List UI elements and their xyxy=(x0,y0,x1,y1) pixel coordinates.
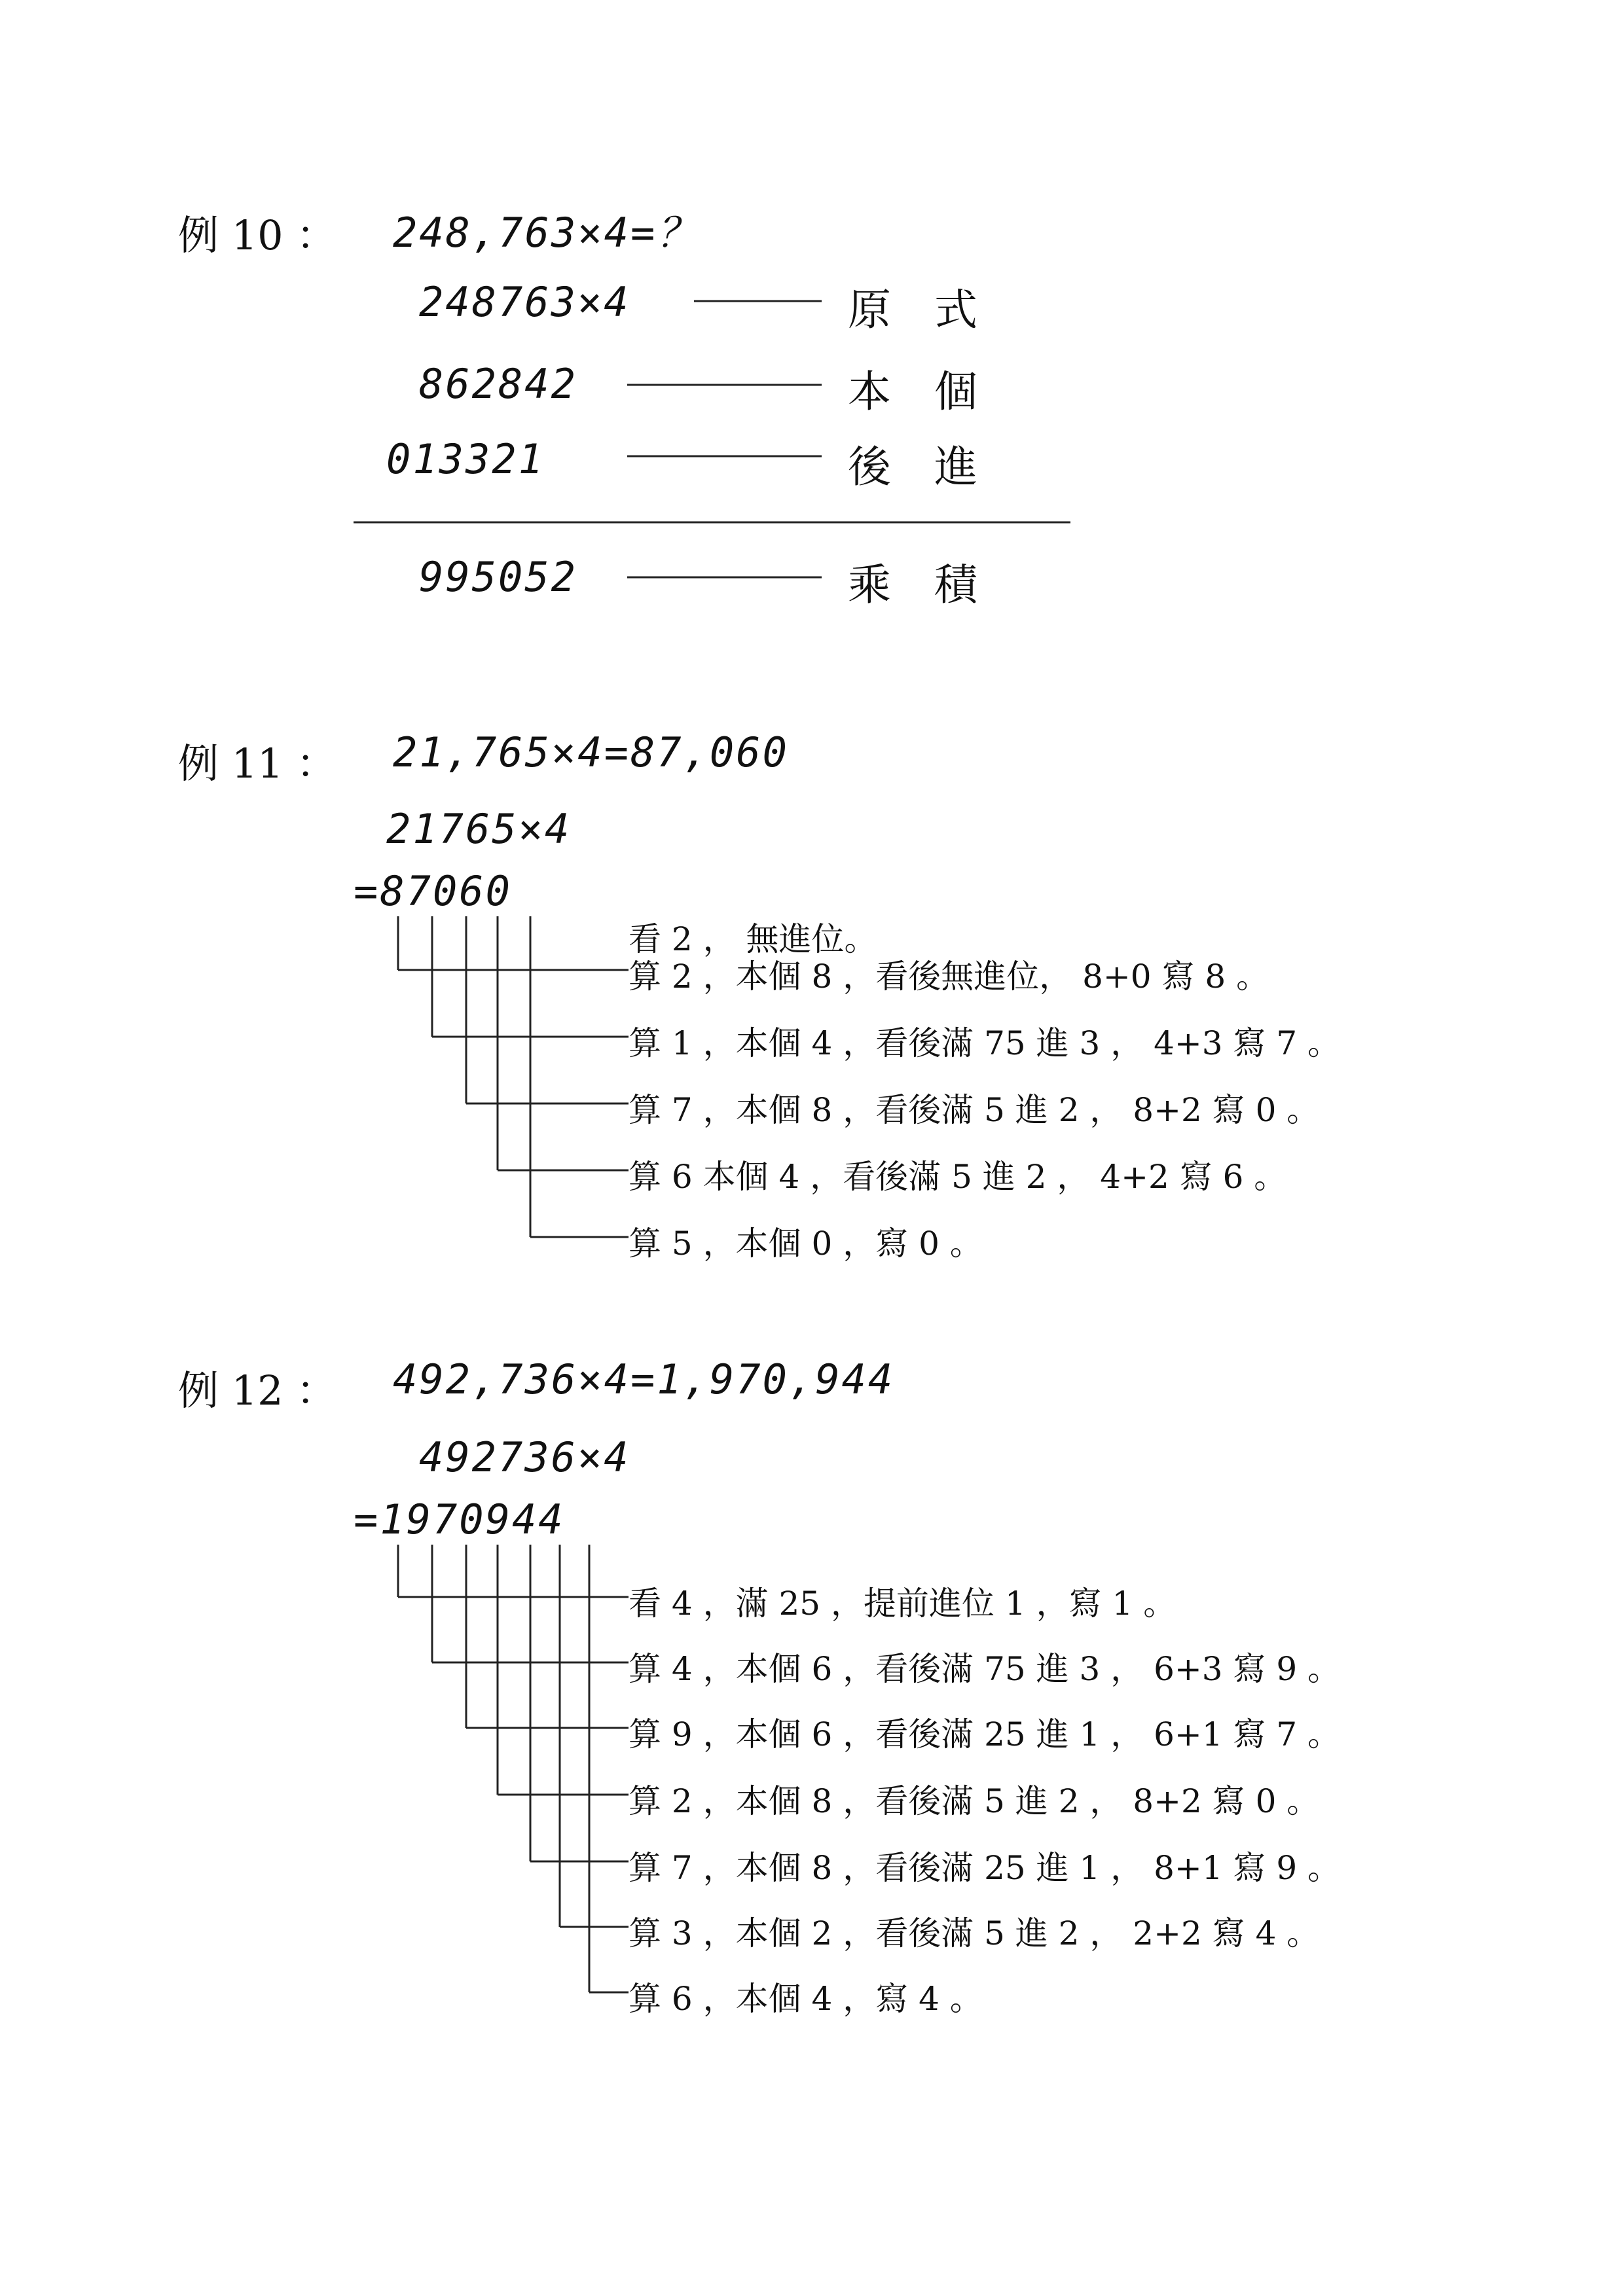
ex11-result: =87060 xyxy=(354,867,512,915)
ex10-product-label: 乘 積 xyxy=(848,560,977,610)
ex12-note: 算 4 ，本個 6 ，看後滿 75 進 3 ， 6+3 寫 9 。 xyxy=(629,1650,1341,1688)
ex11-note: 算 2 ，本個 8 ，看後無進位， 8+0 寫 8 。 xyxy=(629,958,1269,996)
ex10-carry-label: 後 進 xyxy=(848,442,977,492)
ex11-note: 算 7 ，本個 8 ，看後滿 5 進 2 ， 8+2 寫 0 。 xyxy=(629,1091,1320,1129)
ex12-equation: 492,736×4=1,970,944 xyxy=(393,1355,895,1403)
ex12-expression: 492736×4 xyxy=(419,1433,630,1481)
ex12-result: =1970944 xyxy=(354,1496,565,1543)
ex12-note: 看 4 ，滿 25 ，提前進位 1 ，寫 1 。 xyxy=(629,1585,1176,1623)
ex11-note: 看 2 ， 無進位。 xyxy=(629,920,877,958)
ex12-title: 例 12 ： xyxy=(178,1367,337,1414)
ex12-note: 算 9 ，本個 6 ，看後滿 25 進 1 ， 6+1 寫 7 。 xyxy=(629,1715,1341,1753)
ex10-original-label: 原 式 xyxy=(848,285,977,335)
ex10-product-value: 995052 xyxy=(419,553,577,601)
ex10-original-value: 248763×4 xyxy=(419,278,630,326)
ex11-note: 算 1 ，本個 4 ，看後滿 75 進 3 ， 4+3 寫 7 。 xyxy=(629,1024,1341,1062)
ex11-note: 算 5 ，本個 0 ，寫 0 。 xyxy=(629,1225,983,1263)
ex10-carry-value: 013321 xyxy=(386,435,545,483)
ex12-note: 算 7 ，本個 8 ，看後滿 25 進 1 ， 8+1 寫 9 。 xyxy=(629,1849,1341,1887)
ex11-tree xyxy=(398,916,629,1237)
ex11-expression: 21765×4 xyxy=(386,805,572,853)
ex12-tree xyxy=(398,1545,629,1992)
ex11-equation: 21,765×4=87,060 xyxy=(393,728,789,776)
ex12-note: 算 6 ，本個 4 ，寫 4 。 xyxy=(629,1980,983,2018)
ex11-note: 算 6 本個 4 ，看後滿 5 進 2 ， 4+2 寫 6 。 xyxy=(629,1158,1287,1196)
ex11-title: 例 11 ： xyxy=(178,740,337,787)
ex10-local-value: 862842 xyxy=(419,360,577,408)
ex10-equation: 248,763×4=？ xyxy=(393,209,700,257)
ex10-title: 例 10 ： xyxy=(178,211,337,259)
ex12-note: 算 3 ，本個 2 ，看後滿 5 進 2 ， 2+2 寫 4 。 xyxy=(629,1914,1320,1952)
ex10-local-label: 本 個 xyxy=(848,367,977,417)
ex12-note: 算 2 ，本個 8 ，看後滿 5 進 2 ， 8+2 寫 0 。 xyxy=(629,1782,1320,1820)
